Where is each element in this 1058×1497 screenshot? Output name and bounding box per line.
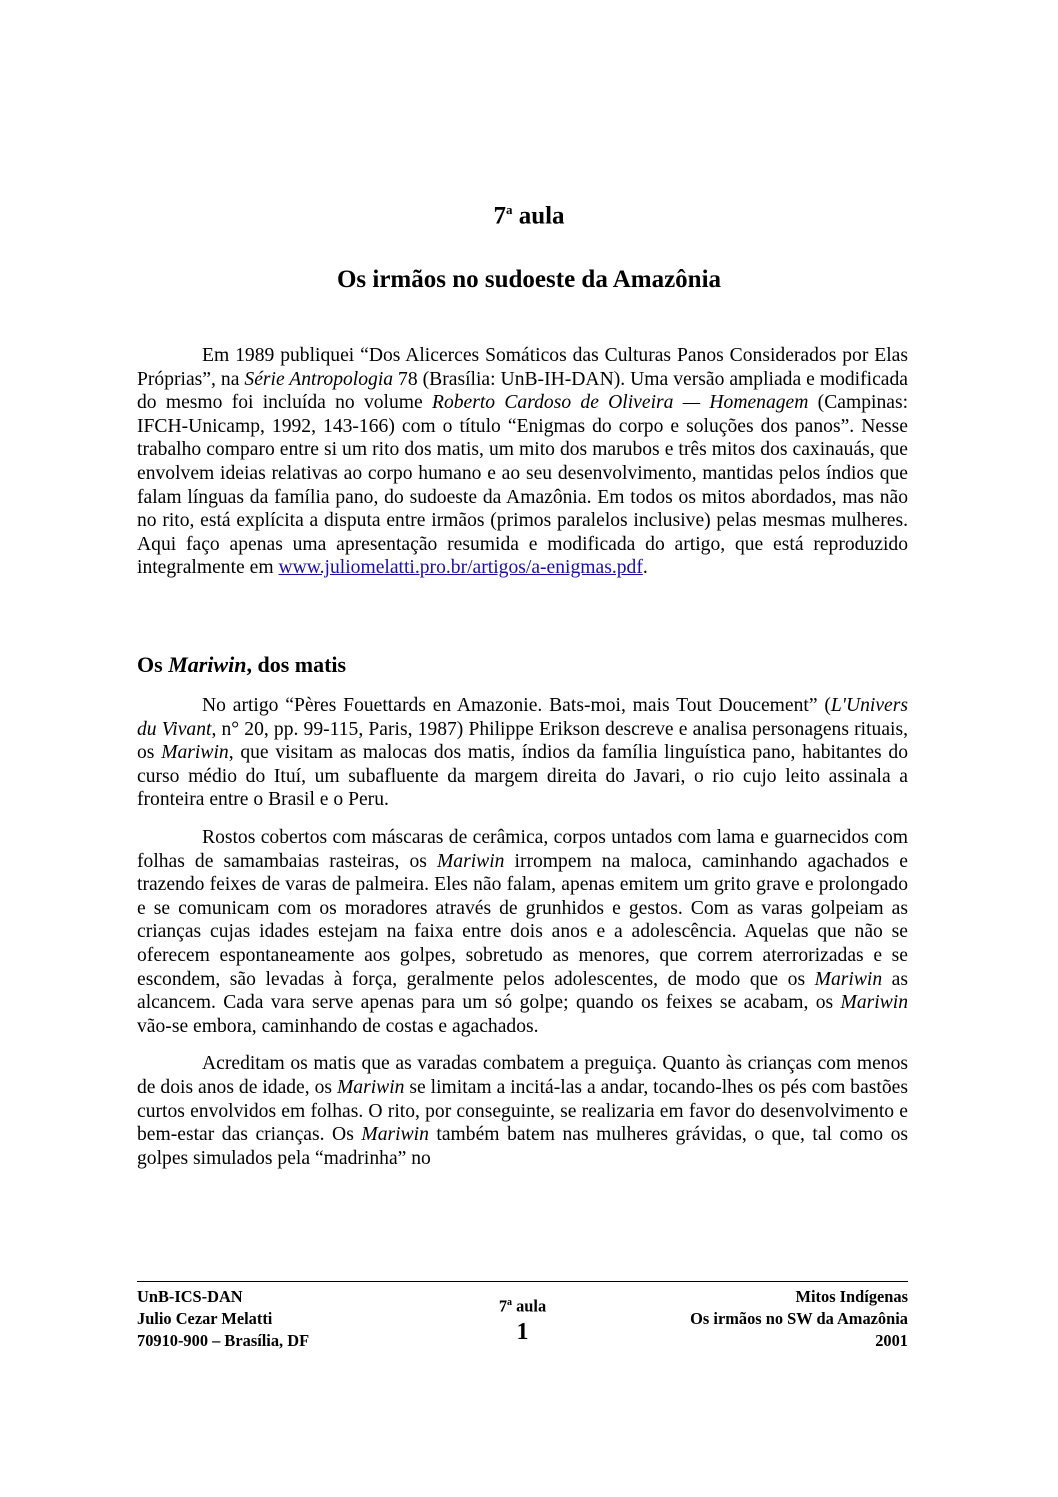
section-body [137,694,908,1170]
book-title: Roberto Cardoso de Oliveira — Homenagem [431,392,809,414]
footer-right [690,1286,908,1353]
footer-author: Julio Cezar Melatti [137,1309,273,1329]
intro-section [137,344,908,580]
article-link[interactable]: www.juliomelatti.pro.br/artigos/a-enigmas.pdf [278,557,643,579]
lesson-ordinal: a [505,202,513,217]
footer-topic: Os irmãos no SW da Amazônia [690,1309,908,1329]
paragraph-1: No artigo “Pères Fouettards en Amazonie. Bats-moi, mais Tout Doucement” (L'Univers du Vivant, n° 20, pp. 99-115, Paris, 1987) Philippe Erikson descreve e analisa personagens rituais, os Mariwin, que visitam as malocas dos matis, índios da família linguística pano, habitantes do curso médio do Ituí, um subafluente da margem direita do Javari, o rio cujo leito assinala a fronteira entre o Brasil e o Peru. [137,695,908,811]
series-title: Série Antropologia [244,368,394,390]
footer-address: 70910-900 – Brasília, DF [137,1331,310,1351]
intro-paragraph: Em 1989 publiquei “Dos Alicerces Somáticos das Culturas Panos Considerados por Elas Próprias”, na Série Antropologia 78 (Brasília: UnB-IH-DAN). Uma versão ampliada e modificada do mesmo foi incluída no volume Roberto Cardoso de Oliveira — Homenagem (Campinas: IFCH-Unicamp, 1992, 143-166) com o título “Enigmas do corpo e soluções dos panos”. Nesse trabalho comparo entre si um rito dos matis, um mito dos marubos e três mitos dos caxinauás, que envolvem ideias relativas ao corpo humano e ao seu desenvolvimento, mantidas pelos índios que falam línguas da família pano, do sudoeste da Amazônia. Em todos os mitos abordados, mas não no rito, está explícita a disputa entre irmãos (primos paralelos inclusive) pelas mesmas mulheres. Aqui faço apenas uma apresentação resumida e modificada do artigo, que está reproduzido integralmente em www.juliomelatti.pro.br/artigos/a-enigmas.pdf. [137,345,909,579]
footer-course: Mitos Indígenas [795,1287,908,1306]
lesson-heading [0,202,1058,230]
footer-divider [137,1281,908,1282]
footer-center: 7$^a$ aula 1 [137,1292,908,1346]
footer-institution: UnB-ICS-DAN [137,1287,243,1306]
lesson-word: aula [512,202,565,230]
page-title: Os irmãos no sudoeste da Amazônia [336,266,722,293]
page-number: 1 [516,1318,529,1345]
paragraph-2: Rostos cobertos com máscaras de cerâmica, corpos untados com lama e guarnecidos com folhas de samambaias rasteiras, os Mariwin irrompem na maloca, caminhando agachados e trazendo feixes de varas de palmeira. Eles não falam, apenas emitem um grito grave e prolongado e se comunicam com os moradores através de grunhidos e gestos. Com as varas golpeiam as crianças cujas idades estejam na faixa entre dois anos e a adolescência. Aquelas que não se oferecem espontaneamente aos golpes, sobretudo as menores, que correm aterrorizadas e se escondem, são levadas à força, geralmente pelos adolescentes, de modo que os Mariwin as alcancem. Cada vara serve apenas para um só golpe; quando os feixes se acabam, os Mariwin vão-se embora, caminhando de costas e agachados. [137,826,908,1037]
footer-year: 2001 [875,1331,908,1351]
page-footer [137,1286,908,1356]
lesson-number: 7 [493,202,506,230]
paragraph-3: Acreditam os matis que as varadas combatem a preguiça. Quanto às crianças com menos de dois anos de idade, os Mariwin se limitam a incitá-las a andar, tocando-lhes os pés com bastões curtos envolvidos em folhas. O rito, por conseguinte, se realizaria em favor do desenvolvimento e bem-estar das crianças. Os Mariwin também batem nas mulheres grávidas, o que, tal como os golpes simulados pela “madrinha” no [137,1053,908,1169]
journal-title: L'Univers du Vivant [137,695,908,740]
section-heading: Os Mariwin, dos matis [137,652,347,677]
